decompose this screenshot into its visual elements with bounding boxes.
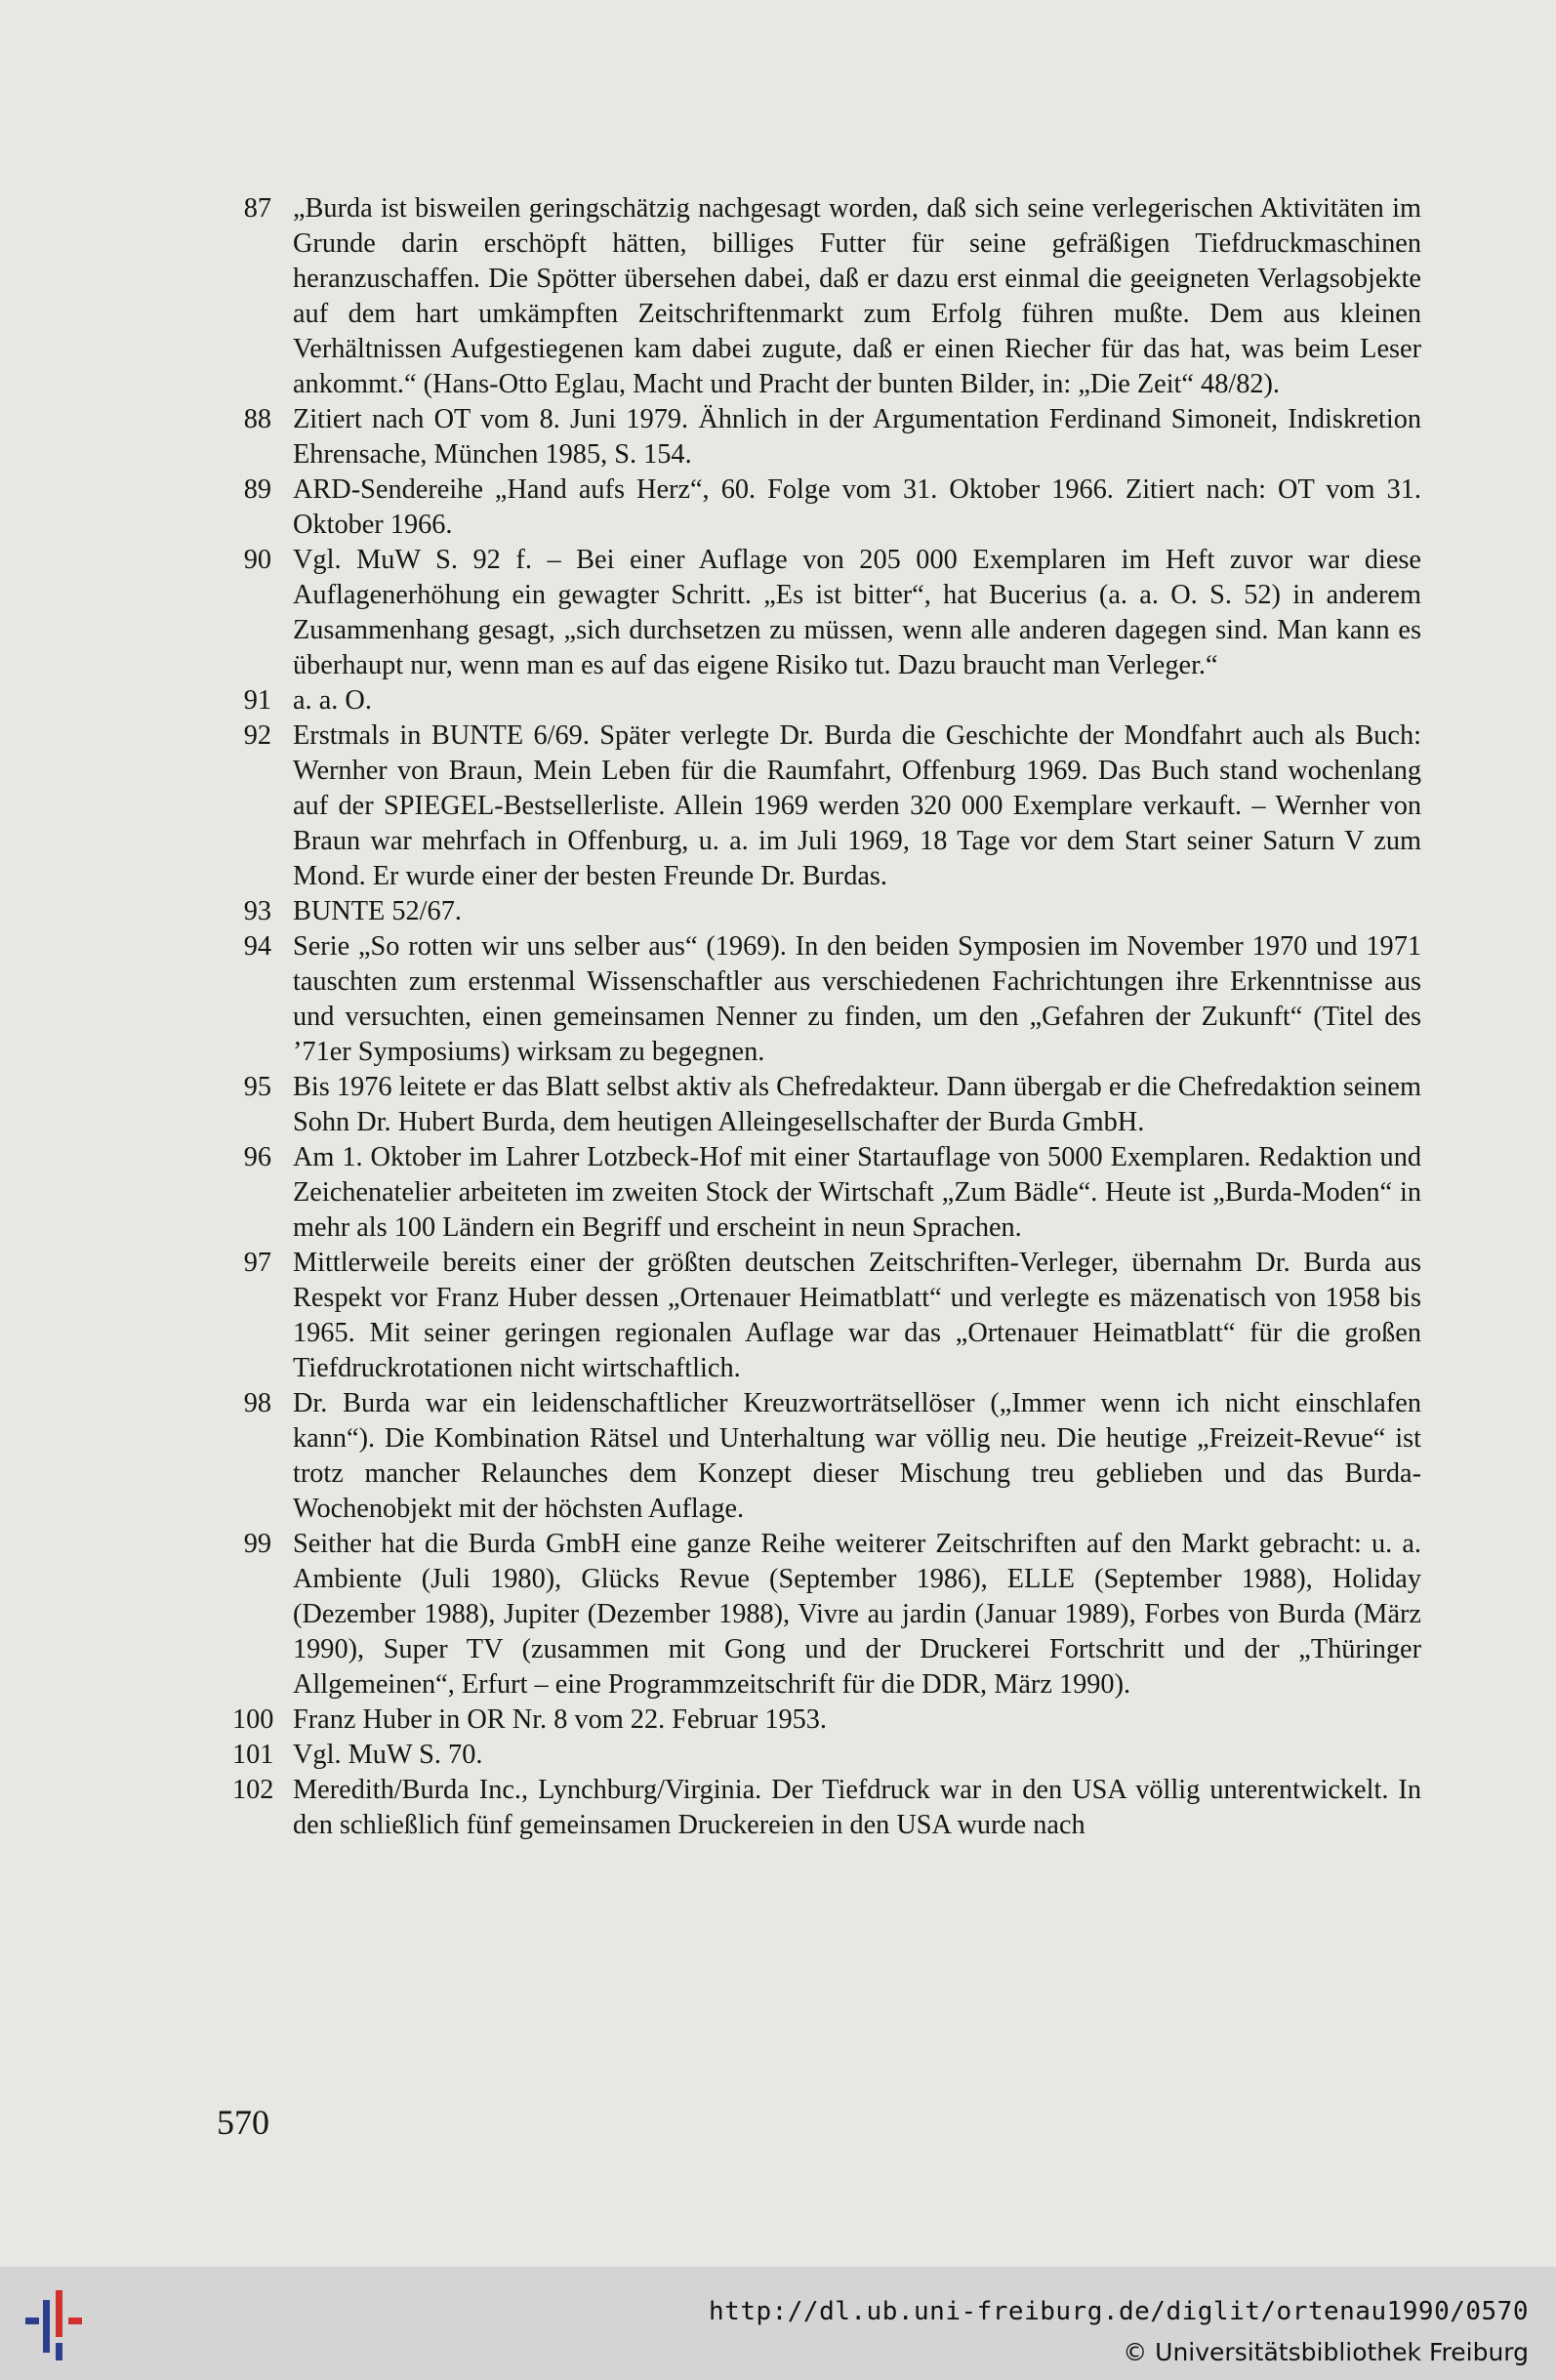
footnote-number: 87: [243, 193, 271, 224]
copyright-notice: © Universitätsbibliothek Freiburg: [1123, 2338, 1529, 2366]
footnote-87: [232, 191, 1421, 402]
footnote-text: Dr. Burda war ein leidenschaftlicher Kreuzworträtsellöser („Immer wenn ich nicht einschlafen kann“). Die Kombination Rätsel und Unterhaltung war völlig neu. Die heutige „Freizeit-Revue“ ist trotz mancher Relaunches dem Konzept dieser Mischung treu geblieben und das Burda-Wochenobjekt mit der höchsten Auflage.: [293, 1388, 1421, 1524]
footnote-text: Seither hat die Burda GmbH eine ganze Reihe weiterer Zeitschriften auf den Markt gebracht: u. a. Ambiente (Juli 1980), Glücks Revue (September 1986), ELLE (September 1988), Holiday (Dezember 1988), Jupiter (Dezember 1988), Vivre au jardin (Januar 1989), Forbes von Burda (März 1990), Super TV (zusammen mit Gong und der Druckerei Fortschritt und der „Thüringer Allgemeinen“, Erfurt – eine Programmzeitschrift für die DDR, März 1990).: [293, 1529, 1421, 1700]
footer-bar: [0, 2267, 1556, 2380]
footnote-number: 92: [243, 720, 271, 751]
footnote-102: [232, 1773, 1421, 1843]
footnote-88: [232, 402, 1421, 472]
source-url-link[interactable]: http://dl.ub.uni-freiburg.de/diglit/ortenau1990/0570: [709, 2297, 1529, 2326]
footnote-98: [232, 1386, 1421, 1527]
footnote-number: 99: [243, 1529, 271, 1559]
footnote-number: 100: [232, 1704, 274, 1735]
ub-freiburg-logo-icon: [18, 2284, 96, 2364]
footnote-97: [232, 1246, 1421, 1386]
footnote-number: 94: [243, 931, 271, 962]
footnote-number: 97: [243, 1248, 271, 1278]
footnote-text: Vgl. MuW S. 70.: [293, 1740, 483, 1770]
footnote-text: Bis 1976 leitete er das Blatt selbst aktiv als Chefredakteur. Dann übergab er die Chefredaktion seinem Sohn Dr. Hubert Burda, dem heutigen Alleingesellschafter der Burda GmbH.: [293, 1072, 1421, 1137]
footnote-96: [232, 1140, 1421, 1246]
footnote-number: 88: [243, 404, 271, 434]
footnote-number: 96: [243, 1142, 271, 1172]
footnote-number: 102: [232, 1775, 274, 1805]
footnote-100: [232, 1703, 1421, 1738]
footnote-text: ARD-Sendereihe „Hand aufs Herz“, 60. Folge vom 31. Oktober 1966. Zitiert nach: OT vom 31. Oktober 1966.: [293, 474, 1421, 540]
footnote-94: [232, 929, 1421, 1070]
footnote-text: Vgl. MuW S. 92 f. – Bei einer Auflage von 205 000 Exemplaren im Heft zuvor war diese Auflagenerhöhung ein gewagter Schritt. „Es ist bitter“, hat Bucerius (a. a. O. S. 52) in anderem Zusammenhang gesagt, „sich durchsetzen zu müssen, wenn alle anderen dagegen sind. Man kann es überhaupt nur, wenn man es auf das eigene Risiko tut. Dazu braucht man Verleger.“: [293, 545, 1421, 680]
footnote-number: 95: [243, 1072, 271, 1102]
footnote-89: [232, 472, 1421, 543]
footnote-text: Mittlerweile bereits einer der größten deutschen Zeitschriften-Verleger, übernahm Dr. Burda aus Respekt vor Franz Huber dessen „Ortenauer Heimatblatt“ und verlegte es mäzenatisch von 1958 bis 1965. Mit seiner geringen regionalen Auflage war das „Ortenauer Heimatblatt“ für die großen Tiefdruckrotationen nicht wirtschaftlich.: [293, 1248, 1421, 1383]
footnote-number: 101: [232, 1740, 274, 1770]
footnote-91: [232, 683, 1421, 718]
footnote-text: „Burda ist bisweilen geringschätzig nachgesagt worden, daß sich seine verlegerischen Aktivitäten im Grunde darin erschöpft hätten, billiges Futter für seine gefräßigen Tiefdruckmaschinen heranzuschaffen. Die Spötter übersehen dabei, daß er dazu erst einmal die geeigneten Verlagsobjekte auf dem hart umkämpften Zeitschriftenmarkt zum Erfolg führen mußte. Dem aus kleinen Verhältnissen Aufgestiegenen kam dabei zugute, daß er einen Riecher für das hat, was beim Leser ankommt.“ (Hans-Otto Eglau, Macht und Pracht der bunten Bilder, in: „Die Zeit“ 48/82).: [293, 193, 1421, 399]
footnote-number: 89: [243, 474, 271, 505]
footnote-number: 93: [243, 896, 271, 926]
footnote-99: [232, 1527, 1421, 1703]
footnotes-list: [232, 191, 1421, 1843]
footnote-text: Serie „So rotten wir uns selber aus“ (1969). In den beiden Symposien im November 1970 und 1971 tauschten zum erstenmal Wissenschaftler aus verschiedenen Fachrichtungen ihre Erkenntnisse aus und versuchten, einen gemeinsamen Nenner zu finden, um den „Gefahren der Zukunft“ (Titel des ’71er Symposiums) wirksam zu begegnen.: [293, 931, 1421, 1067]
footnote-101: [232, 1738, 1421, 1773]
footnote-text: Zitiert nach OT vom 8. Juni 1979. Ähnlich in der Argumentation Ferdinand Simoneit, Indiskretion Ehrensache, München 1985, S. 154.: [293, 404, 1421, 470]
footnote-number: 91: [243, 685, 271, 716]
footnote-text: Meredith/Burda Inc., Lynchburg/Virginia. Der Tiefdruck war in den USA völlig unterentwickelt. In den schließlich fünf gemeinsamen Druckereien in den USA wurde nach: [293, 1775, 1421, 1840]
footnote-number: 98: [243, 1388, 271, 1418]
footnote-text: a. a. O.: [293, 685, 372, 716]
footnote-text: Erstmals in BUNTE 6/69. Später verlegte Dr. Burda die Geschichte der Mondfahrt auch als Buch: Wernher von Braun, Mein Leben für die Raumfahrt, Offenburg 1969. Das Buch stand wochenlang auf der SPIEGEL-Bestsellerliste. Allein 1969 werden 320 000 Exemplare verkauft. – Wernher von Braun war mehrfach in Offenburg, u. a. im Juli 1969, 18 Tage vor dem Start seiner Saturn V zum Mond. Er wurde einer der besten Freunde Dr. Burdas.: [293, 720, 1421, 891]
footnote-92: [232, 718, 1421, 894]
footnote-text: Am 1. Oktober im Lahrer Lotzbeck-Hof mit einer Startauflage von 5000 Exemplaren. Redaktion und Zeichenatelier arbeiteten im zweiten Stock der Wirtschaft „Zum Bädle“. Heute ist „Burda-Moden“ in mehr als 100 Ländern ein Begriff und erscheint in neun Sprachen.: [293, 1142, 1421, 1243]
footnote-text: BUNTE 52/67.: [293, 896, 462, 926]
footnote-93: [232, 894, 1421, 929]
footnote-90: [232, 543, 1421, 683]
footnote-text: Franz Huber in OR Nr. 8 vom 22. Februar 1953.: [293, 1704, 827, 1735]
page-number: 570: [217, 2103, 269, 2142]
footnote-95: [232, 1070, 1421, 1140]
footnote-number: 90: [243, 545, 271, 575]
